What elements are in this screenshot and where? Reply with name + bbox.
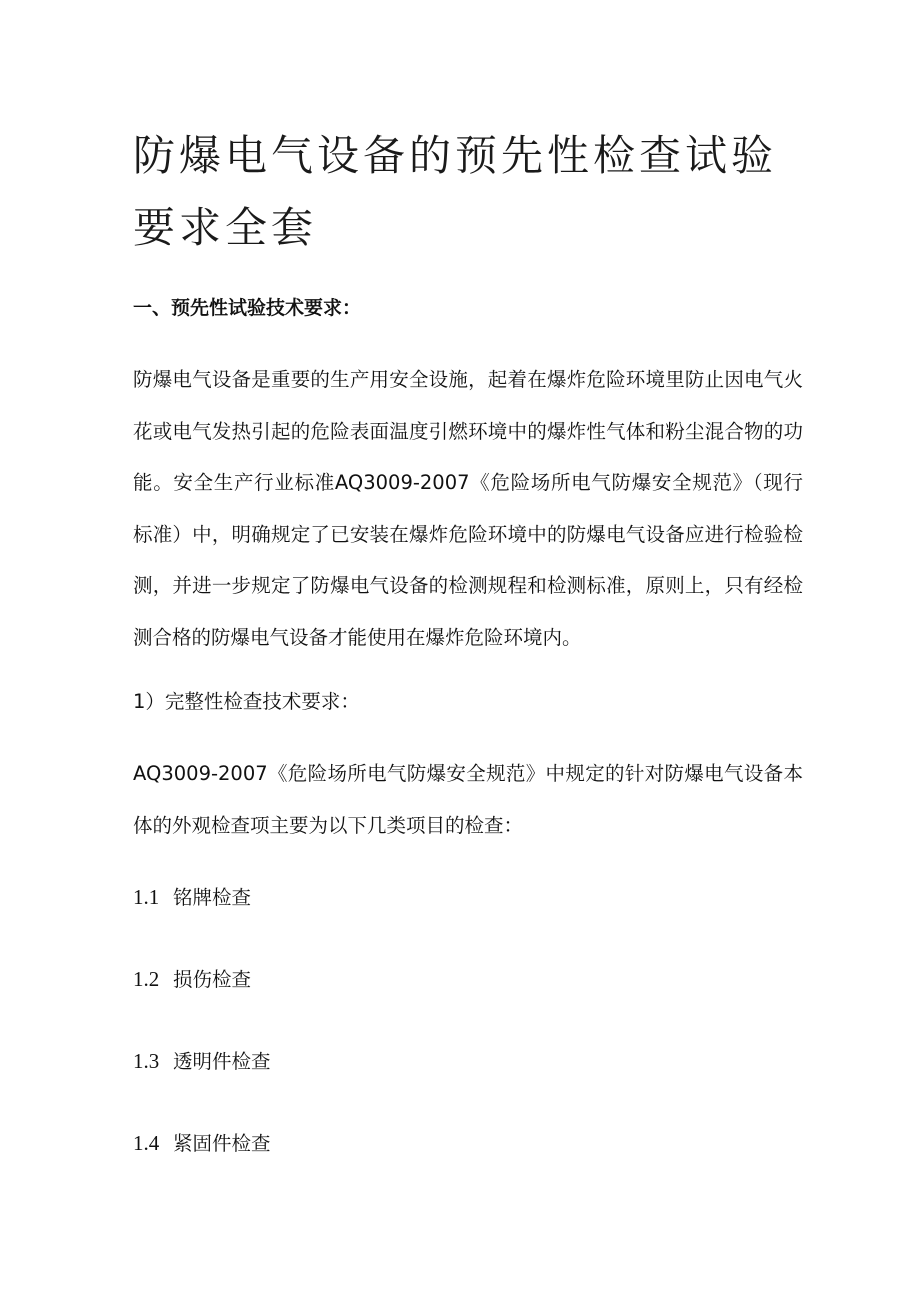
- list-item-label: 损伤检查: [173, 968, 252, 991]
- list-item-number: 1.4: [133, 1131, 160, 1155]
- subsection-paragraph: AQ3009-2007《危险场所电气防爆安全规范》中规定的针对防爆电气设备本体的外观检查项主要为以下几类项目的检查：: [133, 762, 803, 837]
- list-item: [133, 882, 251, 913]
- list-item: [133, 964, 251, 995]
- document-title: 防爆电气设备的预先性检查试验要求全套: [133, 131, 778, 252]
- section-heading: 一、预先性试验技术要求：: [133, 297, 362, 319]
- list-item-label: 紧固件检查: [173, 1132, 271, 1155]
- list-item: [133, 1128, 271, 1159]
- intro-paragraph: 防爆电气设备是重要的生产用安全设施，起着在爆炸危险环境里防止因电气火花或电气发热引起的危险表面温度引燃环境中的爆炸性气体和粉尘混合物的功能。安全生产行业标准AQ3009-2007《危险场所电气防爆安全规范》（现行标准）中，明确规定了已安装在爆炸危险环境中的防爆电气设备应进行检验检测，并进一步规定了防爆电气设备的检测规程和检测标准，原则上，只有经检测合格的防爆电气设备才能使用在爆炸危险环境内。: [133, 368, 803, 649]
- subsection-heading: 1）完整性检查技术要求：: [133, 690, 360, 713]
- list-item: [133, 1046, 271, 1077]
- list-item-number: 1.2: [133, 967, 160, 991]
- list-item-number: 1.3: [133, 1049, 160, 1073]
- list-item-label: 铭牌检查: [173, 886, 252, 909]
- list-item-number: 1.1: [133, 885, 160, 909]
- list-item-label: 透明件检查: [173, 1050, 271, 1073]
